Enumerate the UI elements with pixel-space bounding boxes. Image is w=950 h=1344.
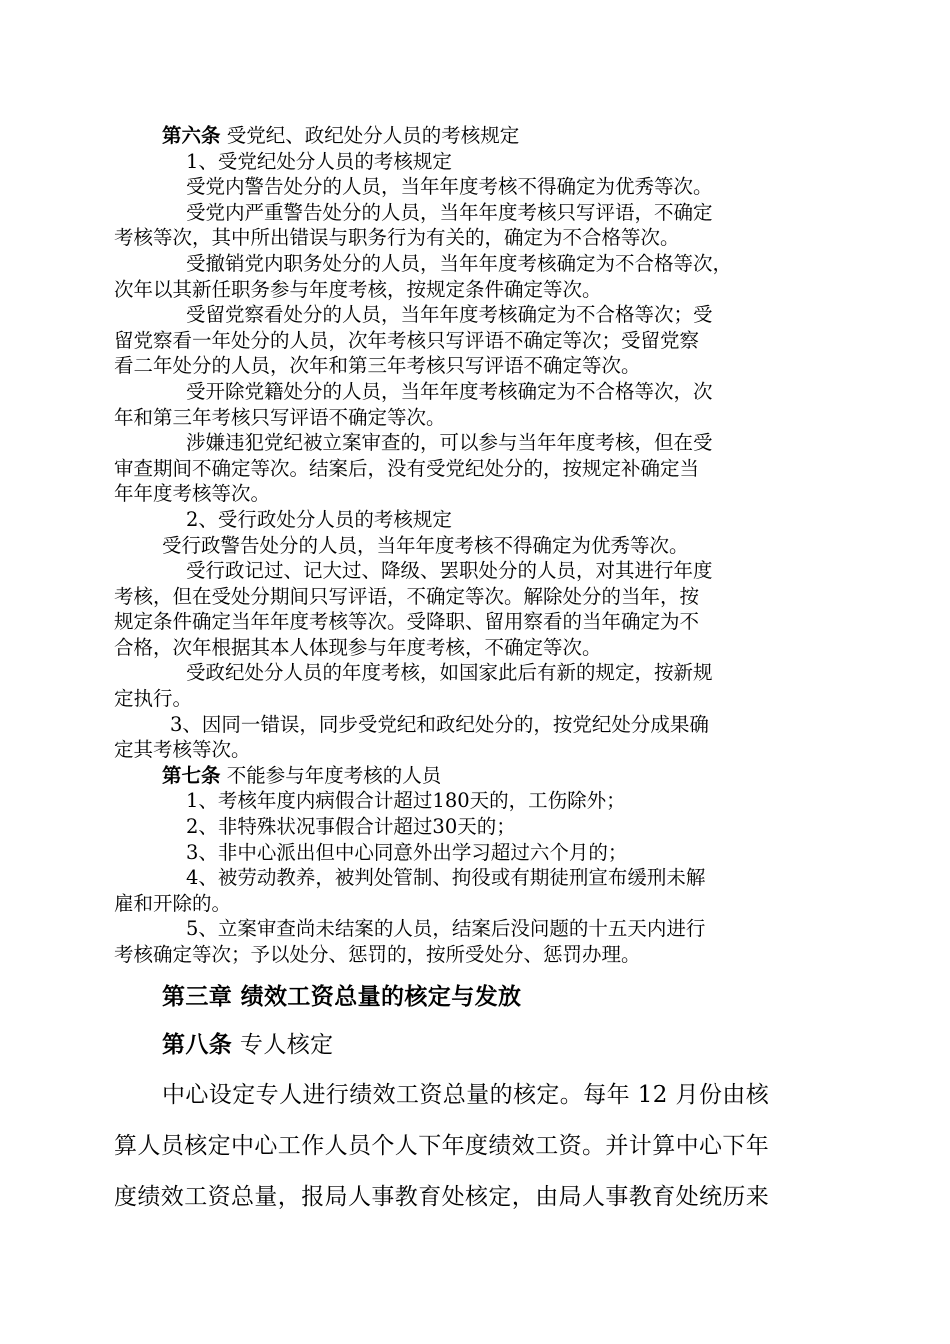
article-7-heading (114, 763, 836, 789)
paragraph-line: 受政纪处分人员的年度考核，如国家此后有新的规定，按新规 (186, 661, 713, 685)
paragraph-line: 2、受行政处分人员的考核规定 (186, 507, 452, 531)
paragraph-line: 度绩效工资总量，报局人事教育处核定，由局人事教育处统历来 (114, 1184, 770, 1210)
article-8-heading-line (114, 1026, 836, 1059)
paragraph-line: 定其考核等次。 (114, 738, 251, 762)
paragraph-line: 考核等次，其中所出错误与职务行为有关的，确定为不合格等次。 (114, 226, 680, 250)
article-6-heading (114, 123, 836, 149)
paragraph-line: 受党内严重警告处分的人员，当年年度考核只写评语，不确定 (186, 200, 713, 224)
paragraph-line: 4、被劳动教养，被判处管制、拘役或有期徒刑宣布缓刑未解 (186, 866, 706, 890)
paragraph-line: 1、受党纪处分人员的考核规定 (186, 149, 452, 173)
paragraph-line: 次年以其新任职务参与年度考核，按规定条件确定等次。 (114, 277, 602, 301)
paragraph-line: 算人员核定中心工作人员个人下年度绩效工资。并计算中心下年 (114, 1133, 770, 1159)
article-8-body (114, 1070, 836, 1223)
paragraph-line: 规定条件确定当年年度考核等次。受降职、留用察看的当年确定为不 (114, 610, 700, 634)
paragraph-line: 2、非特殊状况事假合计超过30天的； (186, 815, 516, 839)
article-6-title: 受党纪、政纪处分人员的考核规定 (220, 124, 520, 147)
paragraph-line: 审查期间不确定等次。结案后，没有受党纪处分的，按规定补确定当 (114, 456, 700, 480)
paragraph-line: 受撤销党内职务处分的人员，当年年度考核确定为不合格等次， (186, 251, 733, 275)
paragraph-line: 受留党察看处分的人员，当年年度考核确定为不合格等次；受 (186, 303, 713, 327)
paragraph-line: 涉嫌违犯党纪被立案审查的，可以参与当年年度考核，但在受 (186, 431, 713, 455)
paragraph-line: 中心设定专人进行绩效工资总量的核定。每年 12 月份由核 (162, 1082, 770, 1108)
paragraph-line: 3、因同一错误，同步受党纪和政纪处分的，按党纪处分成果确 (170, 712, 709, 736)
paragraph-line: 受行政记过、记大过、降级、罢职处分的人员，对其进行年度 (186, 559, 713, 583)
paragraph-line: 1、考核年度内病假合计超过180天的，工伤除外； (186, 789, 626, 813)
article-8-heading (114, 1026, 836, 1059)
paragraph-line: 受开除党籍处分的人员，当年年度考核确定为不合格等次，次 (186, 379, 713, 403)
paragraph-line: 5、立案审查尚未结案的人员，结案后没问题的十五天内进行 (186, 917, 706, 941)
paragraph-line: 受行政警告处分的人员，当年年度考核不得确定为优秀等次。 (162, 533, 689, 557)
paragraph-line: 年年度考核等次。 (114, 482, 271, 506)
paragraph-line: 定执行。 (114, 687, 193, 711)
paragraph-line: 考核确定等次；予以处分、惩罚的，按所受处分、惩罚办理。 (114, 943, 641, 966)
paragraph-line: 3、非中心派出但中心同意外出学习超过六个月的； (186, 840, 628, 864)
paragraph-line: 合格，次年根据其本人体现参与年度考核，不确定等次。 (114, 635, 602, 659)
paragraph-line: 受党内警告处分的人员，当年年度考核不得确定为优秀等次。 (186, 175, 713, 199)
paragraph-line: 看二年处分的人员，次年和第三年考核只写评语不确定等次。 (114, 354, 641, 378)
chapter-3-heading (114, 978, 836, 1011)
article-6-label: 第六条 (162, 124, 221, 147)
paragraph-line: 留党察看一年处分的人员，次年考核只写评语不确定等次；受留党察 (114, 328, 700, 352)
article-7-label: 第七条 (162, 763, 221, 787)
paragraph-line: 考核，但在受处分期间只写评语，不确定等次。解除处分的当年，按 (114, 584, 700, 608)
article-8-label: 第八条 (162, 1031, 233, 1058)
article-7-title: 不能参与年度考核的人员 (220, 763, 442, 787)
paragraph-line: 雇和开除的。 (114, 891, 232, 915)
article-6-7-section (114, 123, 836, 968)
chapter-3-title: 第三章 绩效工资总量的核定与发放 (162, 983, 522, 1010)
paragraph-line: 年和第三年考核只写评语不确定等次。 (114, 405, 446, 429)
article-8-title: 专人核定 (232, 1032, 334, 1058)
